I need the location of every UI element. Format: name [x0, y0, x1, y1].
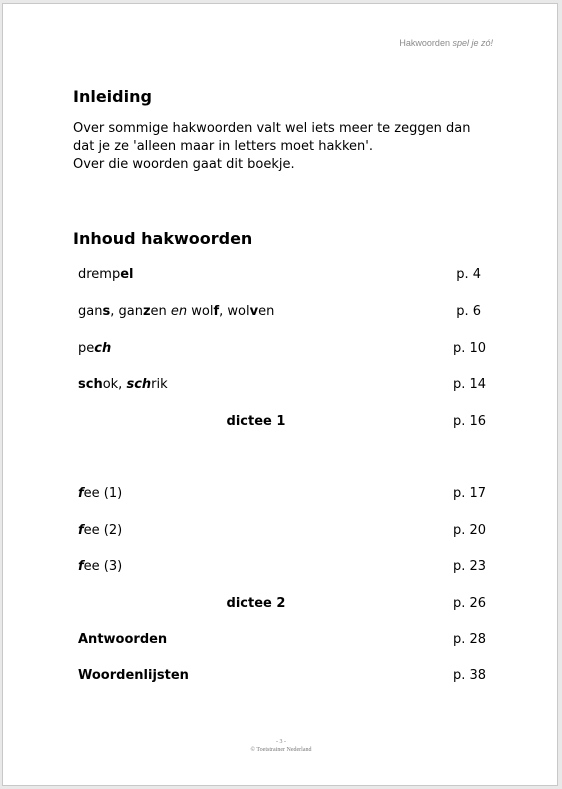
intro-line-3: Over die woorden gaat dit boekje. [73, 157, 295, 172]
text-segment-bold: el [120, 267, 134, 282]
text-segment: ee (3) [83, 559, 123, 574]
text-segment: , gan [110, 304, 143, 319]
toc-entry-label [78, 266, 134, 284]
toc-entry-page: p. 14 [452, 377, 486, 392]
toc-entry-schok[interactable] [78, 376, 486, 394]
toc-entry-page: p. 28 [452, 632, 486, 647]
text-segment: en [150, 304, 171, 319]
text-segment: ee (1) [83, 486, 123, 501]
intro-paragraph [73, 120, 503, 174]
toc-entry-page: p. 4 [456, 267, 481, 282]
toc-entry-antwoorden[interactable] [78, 631, 486, 649]
running-header [399, 38, 493, 48]
text-segment-bold: f [213, 304, 220, 319]
text-segment-bold-italic: f [78, 486, 84, 501]
toc-entry-label [78, 376, 168, 394]
text-segment-bold: v [249, 304, 259, 319]
text-segment-bold: sch [78, 377, 103, 392]
toc-entry-label: Woordenlijsten [78, 668, 189, 683]
text-segment-bold-italic: f [78, 559, 84, 574]
text-segment: ee (2) [83, 523, 123, 538]
text-segment-bold-italic: f [78, 523, 84, 538]
text-segment: gan [78, 304, 103, 319]
text-segment: ok, [102, 377, 127, 392]
header-brand: Hakwoorden [399, 38, 450, 48]
toc-entry-fee-1[interactable] [78, 485, 486, 503]
footer-copyright: © Toetstrainer Nederland [250, 747, 312, 753]
intro-line-2: dat je ze 'alleen maar in letters moet hakken'. [73, 139, 373, 154]
toc-entry-page: p. 16 [452, 414, 486, 429]
text-segment-bold: s [102, 304, 111, 319]
document-page [2, 3, 558, 786]
text-segment: pe [78, 341, 95, 356]
toc-entry-label: dictee 2 [226, 596, 286, 611]
toc-entry-label [78, 522, 122, 540]
intro-line-1: Over sommige hakwoorden valt wel iets meer te zeggen dan [73, 121, 471, 136]
toc-entry-fee-3[interactable] [78, 558, 486, 576]
footer-page-number: - 3 - [276, 739, 286, 745]
intro-heading: Inleiding [73, 87, 152, 106]
text-segment-bold-italic: ch [94, 341, 112, 356]
toc-entry-label [78, 340, 111, 358]
toc-entry-fee-2[interactable] [78, 522, 486, 540]
text-segment-italic: en [170, 304, 188, 319]
toc-entry-label: dictee 1 [226, 414, 286, 429]
header-tagline: spel je zó! [452, 38, 493, 48]
toc-entry-label [78, 485, 122, 503]
toc-entry-woordenlijsten[interactable] [78, 667, 486, 685]
toc-entry-page: p. 10 [452, 341, 486, 356]
toc-entry-label: Antwoorden [78, 632, 168, 647]
text-segment: dremp [78, 267, 121, 282]
toc-entry-pech[interactable] [78, 340, 486, 358]
text-segment: en [258, 304, 275, 319]
text-segment: rik [151, 377, 168, 392]
toc-entry-drempel[interactable] [78, 266, 486, 284]
text-segment-bold: z [142, 304, 151, 319]
toc-entry-page: p. 38 [452, 668, 486, 683]
toc-entry-dictee-1[interactable] [78, 413, 486, 431]
text-segment: , wol [219, 304, 250, 319]
toc-entry-page: p. 20 [452, 523, 486, 538]
toc-entry-label [78, 558, 122, 576]
toc-entry-page: p. 26 [452, 596, 486, 611]
toc-entry-gans[interactable] [78, 303, 486, 321]
toc-entry-page: p. 23 [452, 559, 486, 574]
text-segment-bold-italic: sch [126, 377, 152, 392]
toc-entry-page: p. 17 [452, 486, 486, 501]
toc-heading: Inhoud hakwoorden [73, 229, 253, 248]
toc-entry-page: p. 6 [456, 304, 481, 319]
toc-entry-label [78, 303, 274, 321]
text-segment: wol [187, 304, 214, 319]
toc-entry-dictee-2[interactable] [78, 595, 486, 613]
